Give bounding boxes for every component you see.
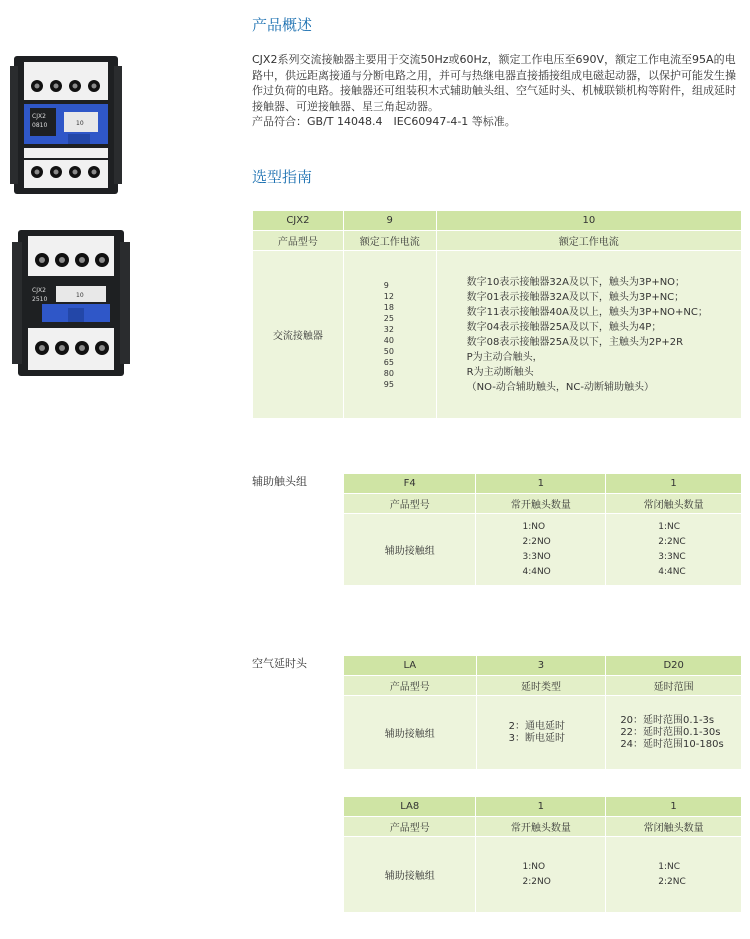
bottom-code-text: 2510 [32,296,48,303]
code-description-list [467,275,708,395]
header-cell: F4 [344,474,476,494]
bottom-model-text: CJX2 [32,287,46,294]
no-value: 4:4NO [522,566,551,577]
current-value: 80 [383,368,394,378]
description-line: 数字01表示接触器32A及以下，触头为3P+NC； [466,291,685,303]
table-header-row [344,656,742,676]
subheader-cell: 延时类型 [476,676,606,696]
overview-text [252,52,742,130]
no-count-list [522,860,550,890]
table-row [344,696,742,770]
table-header-row [344,474,742,494]
top-model-text: CJX2 [32,113,46,120]
header-cell: CJX2 [253,211,344,231]
description-line: 数字08表示接触器25A及以下，主触头为2P+2R [466,336,684,348]
header-cell: LA [344,656,477,676]
subheader-cell: 产品型号 [344,676,477,696]
current-value: 40 [383,335,394,345]
description-line: 数字11表示接触器40A及以上，触头为3P+NO+NC； [466,306,708,318]
selection-title: 选型指南 [252,168,313,186]
subheader-cell: 常闭触头数量 [606,817,742,837]
table-subheader-row [344,817,742,837]
no-value: 3:3NO [522,551,551,562]
la8-contact-table [343,796,742,913]
subheader-cell: 产品型号 [344,494,476,514]
top-indicator-text: 10 [76,120,84,127]
header-cell: LA8 [344,797,476,817]
current-value: 9 [383,280,389,290]
table-row [344,837,742,913]
delay-range: 24：延时范围10-180s [620,738,724,750]
table-subheader-row [253,231,742,251]
current-value: 25 [383,313,394,323]
subheader-cell: 额定工作电流 [343,231,436,251]
delay-range: 22：延时范围0.1-30s [620,726,721,738]
table-subheader-row [344,676,742,696]
table-row [253,251,742,419]
header-cell: 10 [436,211,741,231]
nc-value: 4:4NC [658,566,686,577]
description-line: 数字04表示接触器25A及以下，触头为4P； [466,321,662,333]
current-value: 95 [383,379,394,389]
overview-standards: 产品符合：GB/T 14048.4 IEC60947-4-1 等标准。 [252,115,516,128]
subheader-cell: 常开触头数量 [476,494,606,514]
top-code-text: 0810 [32,122,48,129]
subheader-cell: 产品型号 [253,231,344,251]
current-value: 65 [383,357,394,367]
nc-value: 3:3NC [658,551,686,562]
no-value: 2:2NO [522,536,551,547]
aux-label: 辅助触头组 [252,475,307,488]
header-cell: 1 [476,474,606,494]
header-cell: 1 [606,474,742,494]
description-line: P为主动合触头， [466,351,543,363]
delay-range-list [620,715,723,751]
delay-label: 空气延时头 [252,657,307,670]
no-value: 2:2NO [522,876,551,887]
subheader-cell: 常闭触头数量 [606,494,742,514]
current-value: 50 [383,346,394,356]
subheader-cell: 额定工作电流 [436,231,741,251]
current-value: 12 [383,291,394,301]
nc-value: 2:2NC [658,536,686,547]
no-count-list [522,520,550,580]
delay-type: 3：断电延时 [508,732,565,744]
description-line: R为主动断触头 [466,366,534,378]
row-label: 交流接触器 [253,251,344,419]
subheader-cell: 常开触头数量 [476,817,606,837]
current-value: 18 [383,302,394,312]
header-cell: 1 [606,797,742,817]
row-label: 辅助接触组 [344,696,477,770]
contactor-image-bottom [12,230,130,376]
delay-head-table [343,655,742,770]
table-row [344,514,742,586]
overview-title: 产品概述 [252,16,313,34]
aux-contact-table [343,473,742,586]
row-label: 辅助接触组 [344,514,476,586]
nc-value: 1:NC [658,861,681,872]
no-value: 1:NO [522,861,546,872]
current-value: 32 [383,324,394,334]
bottom-indicator-text: 10 [76,292,84,299]
subheader-cell: 产品型号 [344,817,476,837]
row-label: 辅助接触组 [344,837,476,913]
delay-range: 20：延时范围0.1-3s [620,714,715,726]
subheader-cell: 延时范围 [606,676,742,696]
delay-type: 2：通电延时 [508,720,565,732]
nc-count-list [658,520,686,580]
header-cell: 1 [476,797,606,817]
contactor-image-top [10,56,122,194]
no-value: 1:NO [522,521,546,532]
description-line: 数字10表示接触器32A及以下，触头为3P+NO； [466,276,686,288]
nc-value: 1:NC [658,521,680,532]
contactor-selection-table [252,210,742,419]
table-header-row [253,211,742,231]
header-cell: 9 [343,211,436,231]
table-subheader-row [344,494,742,514]
delay-type-list [509,721,565,745]
header-cell: D20 [606,656,742,676]
nc-count-list [658,860,686,890]
current-list [384,280,394,390]
overview-paragraph: CJX2系列交流接触器主要用于交流50Hz或60Hz，额定工作电压至690V，额定工作电流至95A的电路中，供远距离接通与分断电路之用，并可与热继电器直接插接组成电磁起动器，以保护可能发生操作过负荷的电路。接触器还可组装积木式辅助触头组、空气延时头、机械联锁机构等附件，组成延时接触器、可逆接触器、星三角起动器。 [252,53,736,113]
nc-value: 2:2NC [658,876,686,887]
description-line: （NO-动合辅助触头，NC-动断辅助触头） [466,381,654,393]
header-cell: 3 [476,656,606,676]
table-header-row [344,797,742,817]
